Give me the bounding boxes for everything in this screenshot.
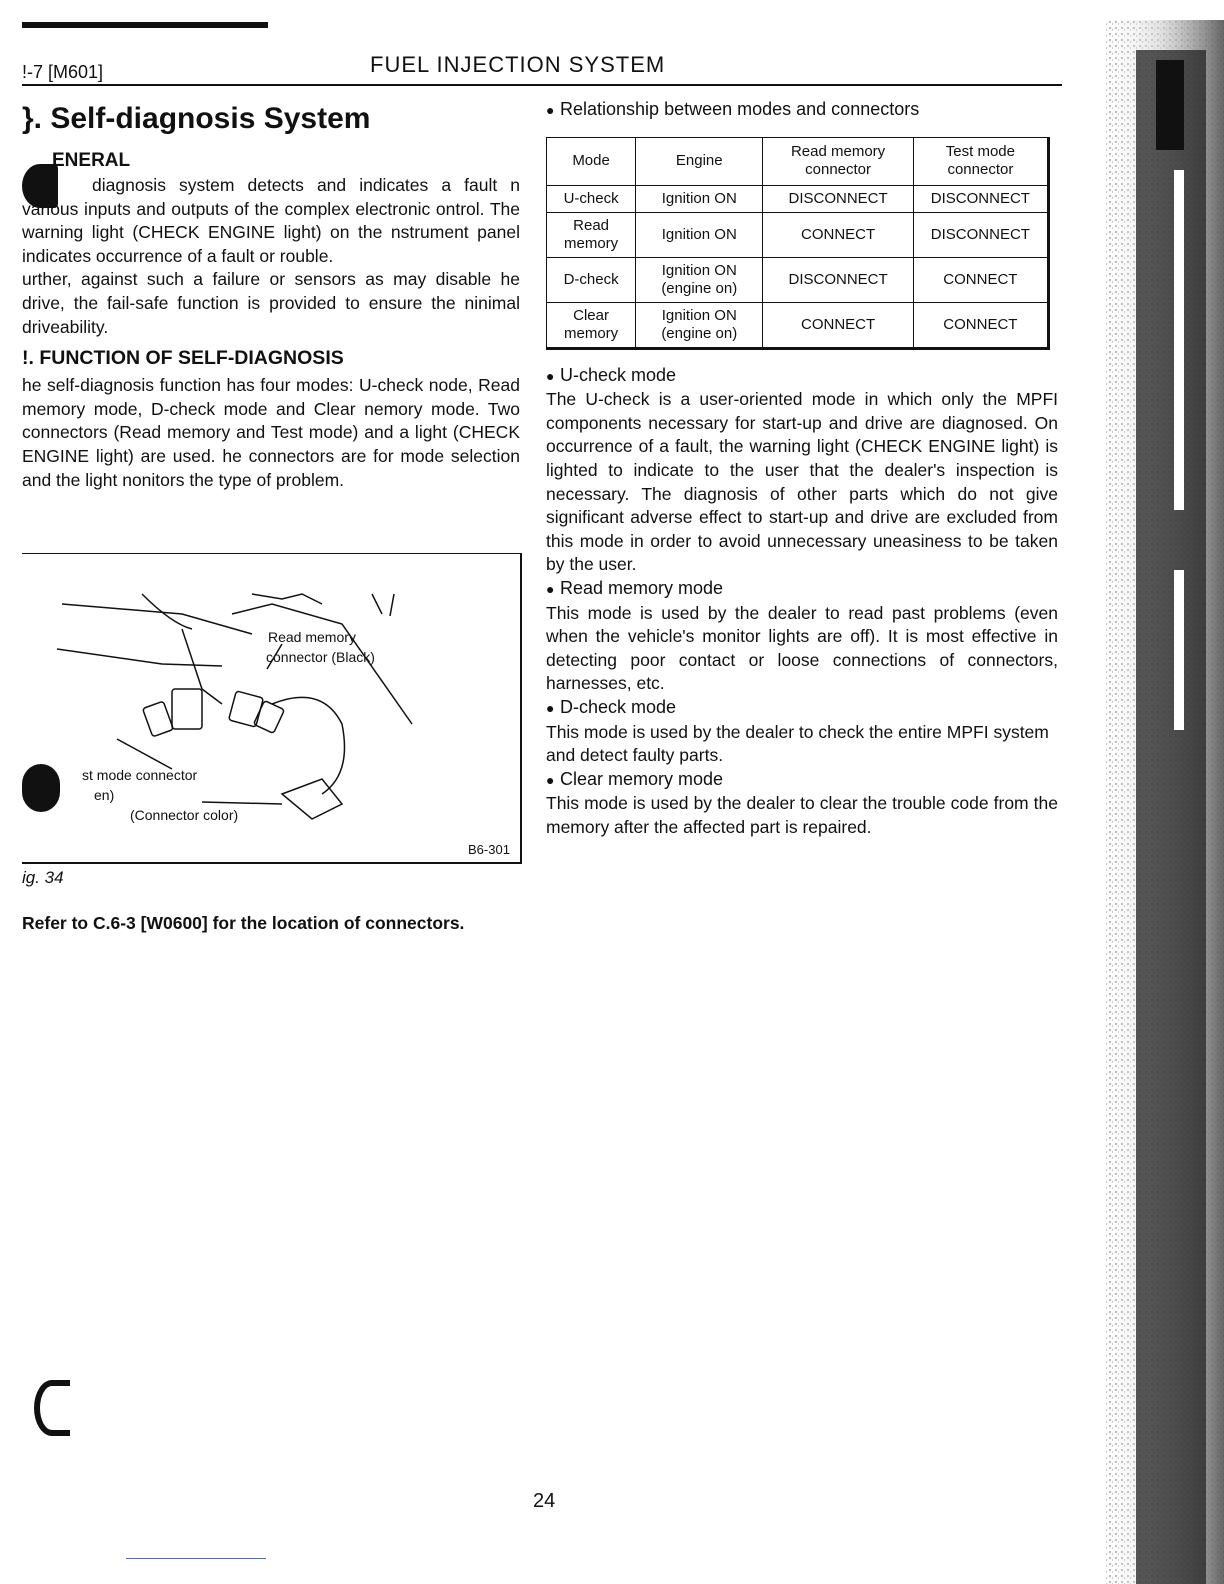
table-cell: CONNECT [913, 302, 1048, 348]
header-rule [22, 84, 1062, 86]
table-cell: CONNECT [763, 302, 913, 348]
mode-text-dcheck: This mode is used by the dealer to check the entire MPFI system and detect faulty parts. [546, 721, 1049, 766]
table-cell: Ignition ON (engine on) [636, 302, 763, 348]
leader-line-test [117, 739, 172, 769]
mode-title: D-check mode [560, 696, 677, 717]
mode-heading-read-memory [546, 577, 1058, 602]
mode-heading-clear-memory [546, 768, 1058, 793]
scan-mark-c [22, 764, 60, 812]
mode-title: U-check mode [560, 364, 677, 385]
table-cell: Ignition ON [636, 185, 763, 212]
left-column [22, 150, 520, 492]
test-mode-connector-body [172, 689, 202, 729]
bullet-icon: ● [546, 771, 555, 788]
table-cell: DISCONNECT [913, 185, 1048, 212]
top-black-bar [22, 22, 268, 28]
refer-note: Refer to C.6-3 [W0600] for the location of connectors. [22, 913, 465, 933]
scan-mark-bottom [34, 1380, 70, 1436]
table-row [547, 212, 1049, 257]
function-paragraph: he self-diagnosis function has four modes: U-check node, Read memory mode, D-check mode and Clear nemory mode. Two connectors (Read memory and Test mode) and a light (CHECK ENGINE light) are used. he connectors are for mode selection and the light nonitors the type of problem. [22, 375, 520, 490]
mode-text-read-memory: This mode is used by the dealer to read past problems (even when the vehicle's monitor lights are off). It is most effective in detecting poor contact or loose connections of connectors, harnesses, etc. [546, 602, 1058, 694]
read-memory-connector-body [229, 691, 264, 727]
table-header-cell: Read memory connector [763, 137, 913, 185]
bullet-icon: ● [546, 102, 555, 118]
scanned-page-edge [1096, 20, 1224, 1584]
function-heading: !. FUNCTION OF SELF-DIAGNOSIS [22, 347, 344, 370]
table-intro-text: Relationship between modes and connectors [560, 99, 920, 119]
table-header-cell: Engine [636, 137, 763, 185]
mode-title: Read memory mode [560, 577, 724, 598]
right-column [546, 98, 1058, 839]
table-cell: DISCONNECT [763, 257, 913, 302]
table-cell: Ignition ON [636, 212, 763, 257]
table-cell: CONNECT [913, 257, 1048, 302]
table-cell: D-check [547, 257, 636, 302]
label-test-mode: st mode connector [82, 767, 198, 783]
mode-text-ucheck: The U-check is a user-oriented mode in which only the MPFI components necessary for start-up and drive are diagnosed. On occurrence of a fault, the warning light (CHECK ENGINE light) is lighted to indicate to the user that the dealer's inspection is necessary. The diagnosis of other parts which do not give significant adverse effect to start-up and drive are excluded from this mode in order to avoid unnecessary uneasiness to be taken by the user. [546, 389, 1058, 575]
leader-line-color [202, 802, 282, 804]
label-read-memory: Read memory [268, 629, 356, 645]
figure-caption: ig. 34 [22, 868, 64, 887]
label-test-mode-color: en) [94, 787, 115, 803]
table-header-cell: Mode [547, 137, 636, 185]
general-paragraph-1: diagnosis system detects and indicates a fault n various inputs and outputs of the complex electronic ontrol. The warning light (CHECK ENGINE light) on the nstrument panel indicates occurrence of a fault or rouble. [22, 175, 520, 266]
section-title: }. Self-diagnosis System [22, 102, 371, 135]
blue-underline [126, 1558, 266, 1559]
table-intro [546, 98, 1058, 123]
label-connector-color: (Connector color) [130, 807, 239, 823]
vent-outline [252, 594, 322, 604]
table-header-row [547, 137, 1049, 185]
table-row [547, 302, 1049, 348]
general-paragraph-2: urther, against such a failure or sensors as may disable he drive, the fail-safe function is provided to ensure the ninimal driveability. [22, 269, 520, 337]
mode-text-clear-memory: This mode is used by the dealer to clear the trouble code from the memory after the affected part is repaired. [546, 793, 1058, 837]
bullet-icon: ● [546, 580, 555, 597]
general-heading: ENERAL [52, 150, 131, 171]
bullet-icon: ● [546, 699, 555, 716]
hatch-marks [372, 594, 394, 616]
mode-connector-table [546, 137, 1050, 350]
table-cell: Read memory [547, 212, 636, 257]
section-code: !-7 [M601] [22, 62, 104, 82]
harness-line-2 [57, 649, 222, 666]
table-row [547, 185, 1049, 212]
table-cell: DISCONNECT [763, 185, 913, 212]
mode-title: Clear memory mode [560, 768, 724, 789]
page-number: 24 [533, 1490, 556, 1512]
figure-reference: B6-301 [468, 842, 510, 857]
table-cell: U-check [547, 185, 636, 212]
bullet-icon: ● [546, 367, 555, 384]
label-read-memory-connector: connector (Black) [266, 649, 375, 665]
table-cell: CONNECT [763, 212, 913, 257]
connector-illustration [22, 554, 518, 860]
table-row [547, 257, 1049, 302]
table-header-cell: Test mode connector [913, 137, 1048, 185]
table-cell: Ignition ON (engine on) [636, 257, 763, 302]
running-title: FUEL INJECTION SYSTEM [370, 52, 666, 77]
mode-heading-ucheck [546, 364, 1058, 389]
table-cell: Clear memory [547, 302, 636, 348]
test-mode-connector-plug [143, 701, 174, 737]
mode-heading-dcheck [546, 696, 1058, 721]
table-cell: DISCONNECT [913, 212, 1048, 257]
